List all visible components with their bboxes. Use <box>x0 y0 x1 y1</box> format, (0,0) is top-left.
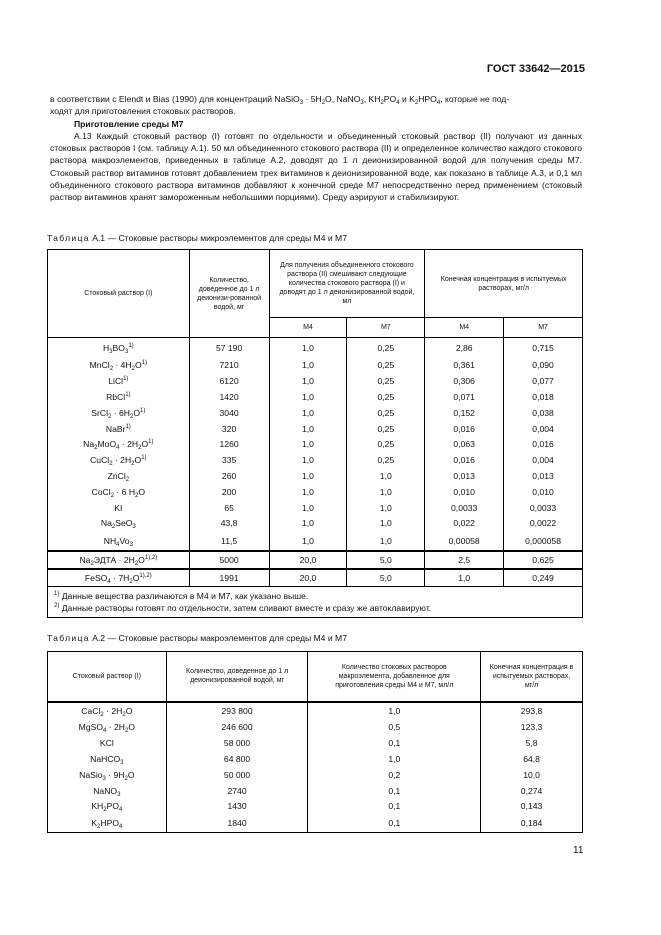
a2-stock: CaCl$_2$ · $2H_2O$ <box>48 702 167 720</box>
a2-stock: $KH_2PO_4$ <box>48 798 167 814</box>
a2-header-added: Количество стоковых растворов макроэлемента, добавленное для приготовления среды M4 и M7, мл/л <box>308 652 481 702</box>
table-row <box>48 421 583 437</box>
a1-m4: 1,0 <box>269 500 347 516</box>
a1-amount: 1260 <box>189 436 269 452</box>
table-row <box>48 751 583 767</box>
a2-stock: NaSio$_3$ · $9H_2O$ <box>48 767 167 783</box>
document-standard-header: ГОСТ 33642—2015 <box>486 63 585 75</box>
a2-amount: 64 800 <box>166 751 308 767</box>
a1-amount: 1991 <box>189 569 269 586</box>
a1-m7: 1,0 <box>347 531 425 551</box>
table-row <box>48 500 583 516</box>
section-title-text: Приготовление среды M7 <box>74 119 184 129</box>
a1-c4: 1,0 <box>425 569 504 586</box>
a1-c7: 0,004 <box>504 452 583 468</box>
table-a2 <box>47 651 583 833</box>
a1-c4: 0,00058 <box>425 531 504 551</box>
a1-m4: 20,0 <box>269 551 347 569</box>
table-row <box>48 452 583 468</box>
a1-m4: 1,0 <box>269 531 347 551</box>
a2-final: 293,8 <box>481 702 583 720</box>
table-a1-footnotes <box>48 586 583 617</box>
a1-m4: 1,0 <box>269 436 347 452</box>
table-a1-caption-text: А.1 — Стоковые растворы микроэлементов для среды M4 и M7 <box>92 233 347 243</box>
table-row <box>48 720 583 736</box>
table-row <box>48 484 583 500</box>
a1-header-m7: M7 <box>347 318 425 338</box>
a2-amount: 1840 <box>166 814 308 832</box>
a1-c7: 0,010 <box>504 484 583 500</box>
a1-amount: 43,8 <box>189 515 269 531</box>
table-a1 <box>47 249 583 618</box>
a1-amount: 5000 <box>189 551 269 569</box>
a1-m7: 0,25 <box>347 421 425 437</box>
table-row <box>48 814 583 832</box>
a1-amount: 335 <box>189 452 269 468</box>
a1-amount: 57 190 <box>189 338 269 358</box>
a1-m7: 1,0 <box>347 484 425 500</box>
a2-stock: NaNO$_3$ <box>48 783 167 799</box>
section-title <box>50 118 582 130</box>
a1-header-amount: Количество, доведенное до 1 л деионизи-рованной водой, мг <box>189 250 269 338</box>
footnote-1: $^{1)}$ Данные вещества различаются в M4 и M7, как указано выше. <box>54 590 309 601</box>
a1-amount: 65 <box>189 500 269 516</box>
table-row <box>48 783 583 799</box>
a1-m4: 1,0 <box>269 484 347 500</box>
a2-amount: 50 000 <box>166 767 308 783</box>
a1-m4: 1,0 <box>269 358 347 374</box>
table-a2-caption-text: А.2 — Стоковые растворы макроэлементов для среды M4 и M7 <box>92 633 347 643</box>
table-a1-caption <box>47 233 347 243</box>
a2-header-final: Конечная концентрация в испытуемых растворах, мг/л <box>481 652 583 702</box>
a1-amount: 320 <box>189 421 269 437</box>
a1-m4: 1,0 <box>269 405 347 421</box>
a2-added: 0,1 <box>308 735 481 751</box>
a2-header-stock: Стоковый раствор (I) <box>48 652 167 702</box>
a1-c4: 0,071 <box>425 389 504 405</box>
a1-m4: 1,0 <box>269 389 347 405</box>
a1-c7: 0,077 <box>504 373 583 389</box>
footnotes-cell <box>48 586 583 617</box>
a2-final: 64,8 <box>481 751 583 767</box>
a1-c7: 0,018 <box>504 389 583 405</box>
table-a2-caption <box>47 633 347 643</box>
a1-stock: CuCl$_2$ · $2H_2O^{1)}$ <box>48 452 190 468</box>
a1-amount: 6120 <box>189 373 269 389</box>
a1-c4: 0,152 <box>425 405 504 421</box>
a1-c7: 0,0033 <box>504 500 583 516</box>
table-row <box>48 735 583 751</box>
a2-final: 0,184 <box>481 814 583 832</box>
a1-m7: 0,25 <box>347 405 425 421</box>
a1-m7: 1,0 <box>347 500 425 516</box>
a1-stock: ZnCl$_2$ <box>48 468 190 484</box>
a1-m4: 1,0 <box>269 373 347 389</box>
a2-added: 1,0 <box>308 702 481 720</box>
intro-tail: ходят для приготовления стоковых растворов. <box>50 106 236 117</box>
main-paragraph <box>50 130 582 203</box>
a1-c4: 0,0033 <box>425 500 504 516</box>
a1-stock: $Na_2SeO_3$ <box>48 515 190 531</box>
a1-header-combined: Для получения объединенного стокового раствора (II) смешивают следующие количества стокового раствора (I) и доводят до 1 л деионизированной водой, мл <box>269 250 425 318</box>
table-row <box>48 468 583 484</box>
a1-m4: 1,0 <box>269 452 347 468</box>
a1-c7: 0,715 <box>504 338 583 358</box>
a1-c7: 0,000058 <box>504 531 583 551</box>
table-a2-caption-prefix: Таблица <box>47 633 90 643</box>
a2-final: 5,8 <box>481 735 583 751</box>
a1-m7: 5,0 <box>347 551 425 569</box>
a2-stock: $K_2HPO_4$ <box>48 814 167 832</box>
a1-stock: NaBr$^{1)}$ <box>48 421 190 437</box>
a1-m4: 1,0 <box>269 468 347 484</box>
a2-added: 0,2 <box>308 767 481 783</box>
a2-amount: 293 800 <box>166 702 308 720</box>
a2-amount: 246 600 <box>166 720 308 736</box>
a2-amount: 1430 <box>166 798 308 814</box>
a1-stock: SrCl$_2$ · $6H_2O^{1)}$ <box>48 405 190 421</box>
a2-header-amount: Количество, доведенное до 1 л деионизированной водой, мг <box>166 652 308 702</box>
a1-stock: FeSO$_4$ · $7H_2O^{1),2)}$ <box>48 569 190 586</box>
a1-c7: 0,0022 <box>504 515 583 531</box>
a1-stock: RbCl$^{1)}$ <box>48 389 190 405</box>
a1-c7: 0,249 <box>504 569 583 586</box>
a2-final: 10,0 <box>481 767 583 783</box>
intro-line1: в соответствии с Elendt и Bias (1990) для концентраций NaSiO <box>50 94 300 104</box>
footnote-2: $^{2)}$ Данные растворы готовят по отдельности, затем сливают вместе и сразу же автоклавируют. <box>54 602 432 613</box>
a1-m7: 0,25 <box>347 452 425 468</box>
a1-c7: 0,016 <box>504 436 583 452</box>
table-row <box>48 389 583 405</box>
a1-header-m4: M4 <box>269 318 347 338</box>
a2-stock: NaHCO$_3$ <box>48 751 167 767</box>
a1-amount: 200 <box>189 484 269 500</box>
a1-stock: $Na_2ЭДТА \cdot 2H_2O^{1),2)}$ <box>48 551 190 569</box>
a1-m7: 0,25 <box>347 373 425 389</box>
table-row <box>48 531 583 551</box>
a1-c4: 0,010 <box>425 484 504 500</box>
a1-c7: 0,013 <box>504 468 583 484</box>
a1-c4: 0,016 <box>425 421 504 437</box>
a2-stock: MgSO$_4$ · $2H_2O$ <box>48 720 167 736</box>
a1-m7: 0,25 <box>347 436 425 452</box>
a1-m4: 20,0 <box>269 569 347 586</box>
a2-amount: 58 000 <box>166 735 308 751</box>
a1-c7: 0,004 <box>504 421 583 437</box>
a2-added: 0,1 <box>308 783 481 799</box>
a1-c4: 0,306 <box>425 373 504 389</box>
a1-c4: 0,063 <box>425 436 504 452</box>
table-row <box>48 358 583 374</box>
table-row <box>48 515 583 531</box>
a1-c4: 2,86 <box>425 338 504 358</box>
a1-c7: 0,625 <box>504 551 583 569</box>
a1-header-m7-conc: M7 <box>504 318 583 338</box>
table-row <box>48 569 583 586</box>
a1-amount: 7210 <box>189 358 269 374</box>
a1-amount: 11,5 <box>189 531 269 551</box>
page-number: 11 <box>573 845 584 856</box>
table-row <box>48 405 583 421</box>
a2-final: 0,143 <box>481 798 583 814</box>
a2-added: 1,0 <box>308 751 481 767</box>
table-a1-caption-prefix: Таблица <box>47 233 90 243</box>
a1-c4: 0,022 <box>425 515 504 531</box>
a1-m4: 1,0 <box>269 515 347 531</box>
a2-added: 0,5 <box>308 720 481 736</box>
a1-stock: $NH_4Vo_3$ <box>48 531 190 551</box>
footnote-1-text: Данные вещества различаются в M4 и M7, как указано выше. <box>61 590 309 601</box>
a1-m4: 1,0 <box>269 338 347 358</box>
a1-c4: 2,5 <box>425 551 504 569</box>
a1-m7: 5,0 <box>347 569 425 586</box>
a2-stock: KCl <box>48 735 167 751</box>
a1-m7: 0,25 <box>347 389 425 405</box>
a1-c4: 0,013 <box>425 468 504 484</box>
a2-added: 0,1 <box>308 798 481 814</box>
a1-stock: CoCl$_2$ · 6 $H_2O$ <box>48 484 190 500</box>
a1-stock: $H_3BO_3^{1)}$ <box>48 338 190 358</box>
table-row <box>48 702 583 720</box>
a1-m7: 1,0 <box>347 515 425 531</box>
table-row <box>48 767 583 783</box>
footnote-2-text: Данные растворы готовят по отдельности, затем сливают вместе и сразу же автоклавируют. <box>61 602 432 613</box>
a1-header-stock: Стоковый раствор (I) <box>48 250 190 338</box>
a1-m7: 1,0 <box>347 468 425 484</box>
a2-amount: 2740 <box>166 783 308 799</box>
a1-amount: 260 <box>189 468 269 484</box>
a1-amount: 1420 <box>189 389 269 405</box>
a2-final: 123,3 <box>481 720 583 736</box>
a1-header-final: Конечная концентрация в испытуемых растворах, мг/л <box>425 250 583 318</box>
intro-paragraph: в соответствии с Elendt и Bias (1990) для концентраций NaSiO$_3$ · $5H_2O$, NaNO$_3$, $KH_2PO_4$ и $K_2HPO_4$, которые не под- ходят для приготовления стоковых растворов. <box>50 94 510 117</box>
a1-m7: 0,25 <box>347 358 425 374</box>
table-row <box>48 798 583 814</box>
a2-final: 0,274 <box>481 783 583 799</box>
a1-stock: LiCl$^{1)}$ <box>48 373 190 389</box>
table-row <box>48 551 583 569</box>
a1-amount: 3040 <box>189 405 269 421</box>
a1-m4: 1,0 <box>269 421 347 437</box>
a1-stock: $Na_2MoO_4 \cdot 2H_2O^{1)}$ <box>48 436 190 452</box>
table-row <box>48 373 583 389</box>
table-row <box>48 338 583 358</box>
a1-c7: 0,038 <box>504 405 583 421</box>
a1-c4: 0,016 <box>425 452 504 468</box>
table-row <box>48 436 583 452</box>
a1-header-m4-conc: M4 <box>425 318 504 338</box>
a1-c7: 0,090 <box>504 358 583 374</box>
a2-added: 0,1 <box>308 814 481 832</box>
main-paragraph-text: А.13 Каждый стоковый раствор (I) готовят по отдельности и объединенный стоковый раствор (II) получают из данных стоковых растворов I (см. таблицу А.1). 50 мл объединенного стокового раствора (II) и определенное количество каждого стокового раствора макроэлементов, приведенных в таблице А.2, доводят до 1 л деионизированной водой для получения среды M7. Стоковый раствор витаминов готовят добавлением трех витаминов к деионизированной воде, как показано в таблице А.3, и 0,1 мл объединенного стокового раствора витаминов добавляют к конечной среде M7 непосредственно перед применением (стоковый раствор витаминов хранят замороженным небольшими порциями). Среду аэрируют и стабилизируют. <box>50 131 582 203</box>
a1-stock: MnCl$_2$ · $4H_2O^{1)}$ <box>48 358 190 374</box>
a1-c4: 0,361 <box>425 358 504 374</box>
a1-stock: KI <box>48 500 190 516</box>
a1-m7: 0,25 <box>347 338 425 358</box>
